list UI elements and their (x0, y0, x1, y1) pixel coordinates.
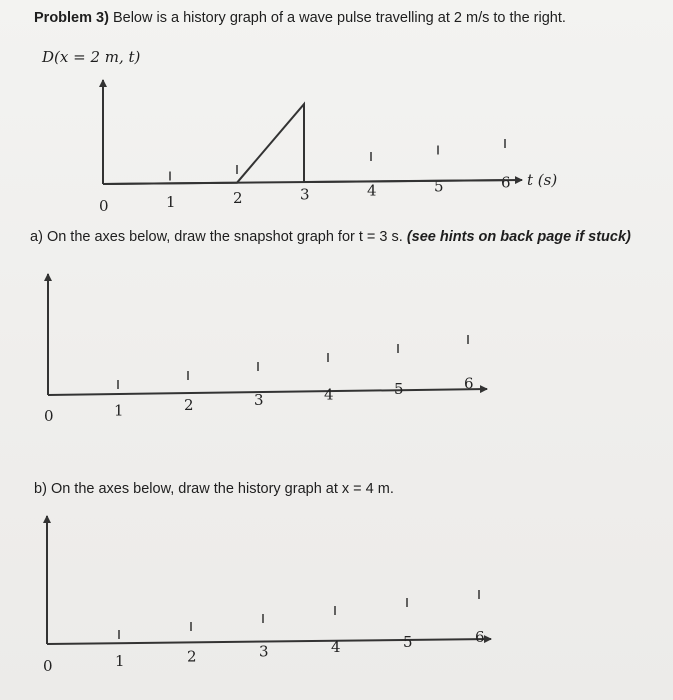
history-tick-label: 3 (300, 185, 310, 204)
part-a-tick-label: 5 (394, 380, 404, 398)
part-b-text: On the axes below, draw the history graph at x = 4 m. (50, 481, 394, 497)
part-b-label: b) (34, 481, 47, 497)
part-a-axes (44, 274, 487, 425)
history-tick-label: 5 (434, 177, 444, 196)
part-b-tick-label: 4 (331, 637, 341, 656)
part-a-hint: (see hints on back page if stuck) (406, 229, 631, 245)
part-a-text: On the axes below, draw the snapshot graph for t = 3 s. (46, 229, 403, 245)
part-a-tick-label: 1 (114, 401, 124, 420)
history-tick-label: 6 (501, 173, 511, 192)
part-b-tick-label: 1 (115, 652, 125, 671)
history-graph (99, 80, 557, 215)
history-graph-xlabel: t (s) (527, 171, 558, 189)
part-b-tick-label: 5 (403, 633, 413, 651)
problem-text: Below is a history graph of a wave pulse travelling at 2 m/s to the right. (112, 10, 566, 26)
history-pulse (103, 104, 505, 184)
history-tick-label: 0 (99, 197, 109, 215)
part-b-x-axis (47, 639, 491, 644)
part-b-tick-label: 0 (43, 657, 53, 675)
history-tick-label: 1 (166, 193, 176, 212)
part-b-tick-label: 2 (187, 647, 197, 666)
part-a-label: a) (30, 229, 43, 245)
history-tick-label: 2 (233, 189, 243, 208)
part-a-tick-label: 4 (324, 385, 334, 404)
history-graph-ylabel: D(x = 2 m, t) (42, 48, 141, 66)
part-a-tick-label: 6 (464, 374, 474, 393)
part-a-tick-label: 2 (184, 396, 194, 415)
problem-label: Problem 3) (34, 10, 109, 26)
part-b-axes (43, 516, 491, 675)
part-a-tick-label: 0 (44, 407, 54, 425)
history-tick-label: 4 (367, 181, 377, 200)
part-a-x-axis (48, 389, 487, 395)
part-b-tick-label: 3 (259, 642, 269, 661)
part-b-tick-label: 6 (475, 628, 485, 647)
part-a-tick-label: 3 (254, 390, 264, 409)
